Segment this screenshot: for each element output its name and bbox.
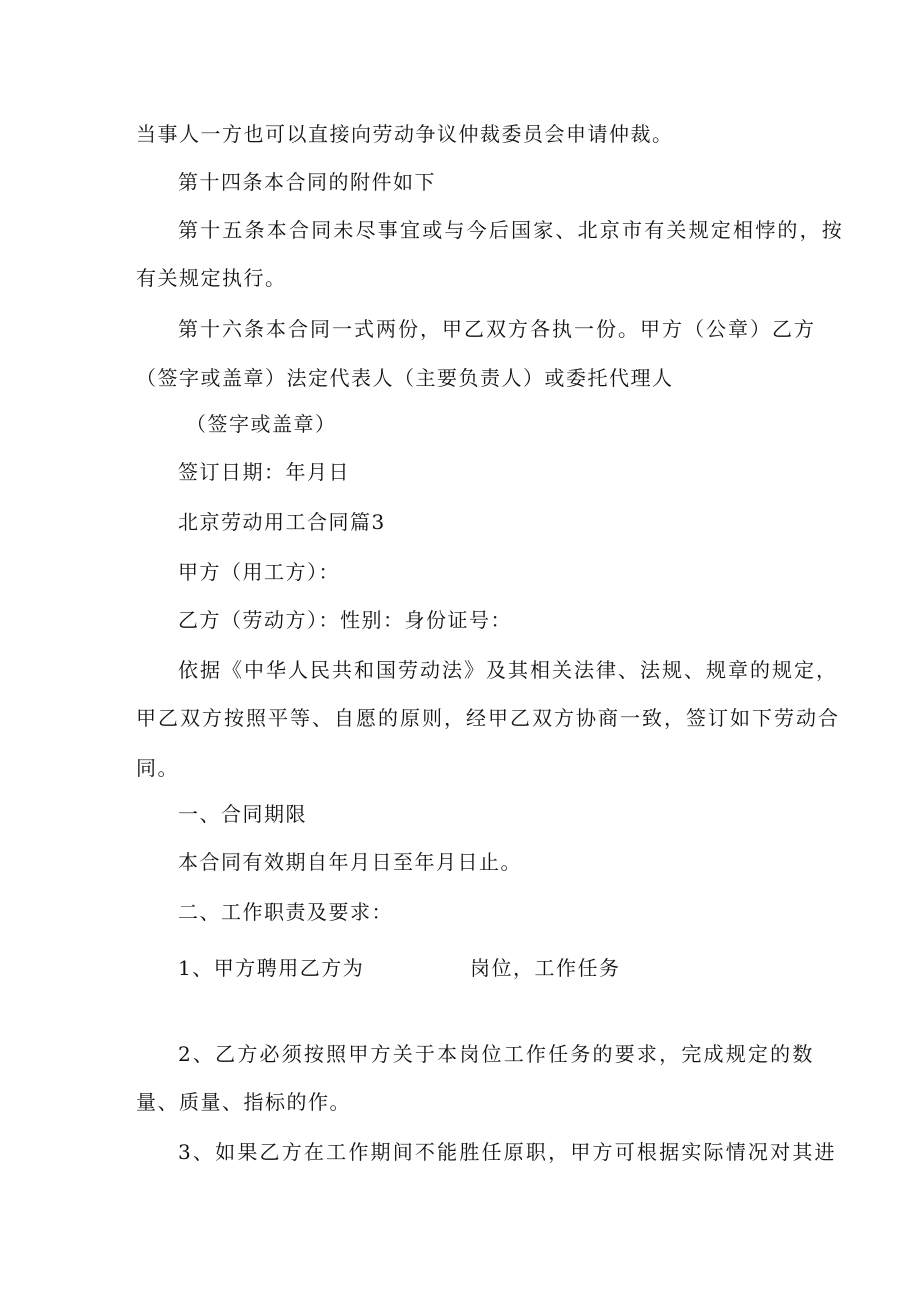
party-b-line: 乙方（劳动方）：性别：身份证号： [178, 608, 512, 632]
signature-note: （签字或盖章） [186, 412, 337, 436]
paragraph-line: 有关规定执行。 [136, 266, 287, 290]
article-15-line: 第十五条本合同未尽事宜或与今后国家、北京市有关规定相悖的，按 [178, 218, 844, 242]
clause-3-line: 3、如果乙方在工作期间不能胜任原职，甲方可根据实际情况对其进 [178, 1140, 837, 1164]
article-16-line: 第十六条本合同一式两份，甲乙双方各执一份。甲方（公章）乙方 [178, 317, 816, 341]
section-title: 北京劳动用工合同篇3 [178, 510, 386, 534]
heading-job-duties: 二、工作职责及要求： [178, 900, 393, 924]
article-14-line: 第十四条本合同的附件如下 [178, 170, 436, 194]
preamble-line: 依据《中华人民共和国劳动法》及其相关法律、法规、规章的规定， [178, 658, 838, 682]
paragraph-line: 甲乙双方按照平等、自愿的原则，经甲乙双方协商一致，签订如下劳动合 [136, 706, 840, 730]
paragraph-line: 同。 [136, 756, 179, 780]
party-a-line: 甲方（用工方）： [178, 560, 340, 584]
paragraph-line: 当事人一方也可以直接向劳动争议仲裁委员会申请仲裁。 [136, 122, 674, 146]
signing-date-line: 签订日期：年月日 [178, 460, 350, 484]
paragraph-line: 量、质量、指标的作。 [136, 1090, 351, 1114]
clause-1-end: 岗位，工作任务 [470, 956, 621, 980]
paragraph-line: （签字或盖章）法定代表人（主要负责人）或委托代理人 [136, 366, 674, 390]
clause-2-line: 2、乙方必须按照甲方关于本岗位工作任务的要求，完成规定的数 [178, 1042, 815, 1066]
paragraph-line: 本合同有效期自年月日至年月日止。 [178, 850, 522, 874]
clause-1-start: 1、甲方聘用乙方为 [178, 956, 365, 980]
heading-contract-term: 一、合同期限 [178, 802, 307, 826]
